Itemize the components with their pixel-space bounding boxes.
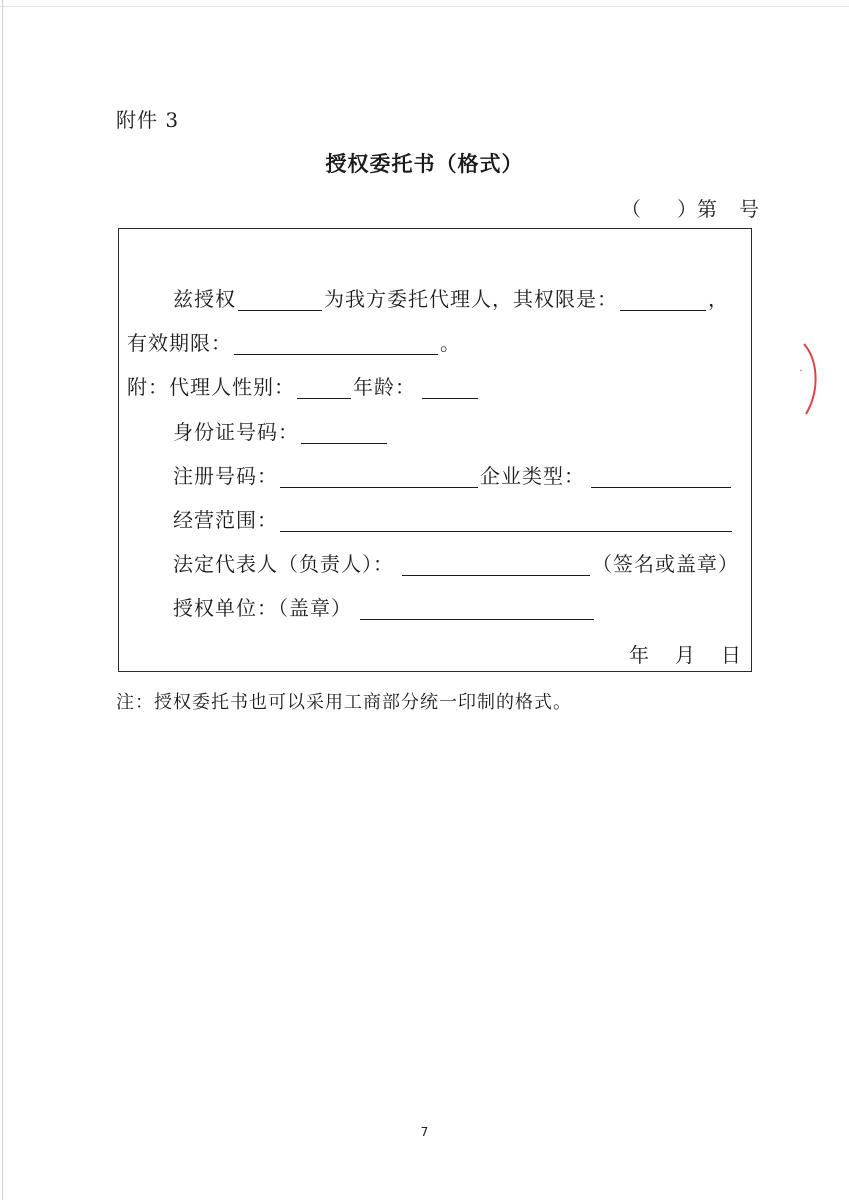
- authorize-prefix: 兹授权: [173, 287, 236, 311]
- legal-rep-label: 法定代表人（负责人）：: [173, 552, 394, 576]
- attached-prefix: 附：: [127, 375, 169, 399]
- validity-period-blank[interactable]: [234, 334, 438, 355]
- authorized-unit-line: [173, 596, 596, 620]
- page-edge: [2, 0, 3, 1200]
- authorized-unit-label: 授权单位：（盖章）: [173, 596, 352, 620]
- agent-gender-label: 代理人性别：: [169, 375, 295, 399]
- authorize-middle: 为我方委托代理人，其权限是：: [324, 287, 618, 311]
- page-edge-top: [0, 6, 849, 7]
- validity-line: [127, 331, 461, 355]
- business-scope-label: 经营范围：: [173, 508, 278, 532]
- company-type-label: 企业类型：: [480, 464, 585, 488]
- footnote: 注：授权委托书也可以采用工商部分统一印制的格式。: [116, 692, 572, 713]
- seal-edge-mark: [796, 340, 826, 420]
- attachment-label: 附件 3: [116, 108, 180, 132]
- date-month: 月: [675, 643, 695, 667]
- registration-line: [173, 464, 733, 488]
- date-day: 日: [721, 643, 741, 667]
- id-number-line: [173, 420, 389, 444]
- docnum-close-paren: ）: [677, 197, 697, 221]
- authorization-form-box: [118, 228, 752, 672]
- authorize-suffix: ，: [708, 287, 729, 311]
- legal-rep-blank[interactable]: [402, 555, 590, 576]
- docnum-open-paren: （: [621, 197, 641, 221]
- authorized-unit-blank[interactable]: [360, 599, 594, 620]
- legal-rep-line: [173, 552, 739, 576]
- id-number-label: 身份证号码：: [173, 420, 299, 444]
- sign-or-seal-note: （签名或盖章）: [592, 552, 739, 576]
- document-title: 授权委托书（格式）: [325, 151, 524, 176]
- company-type-blank[interactable]: [591, 467, 731, 488]
- date-year: 年: [629, 643, 649, 667]
- business-scope-line: [173, 508, 734, 532]
- id-number-blank[interactable]: [301, 423, 387, 444]
- docnum-di: 第: [697, 197, 717, 221]
- authorization-line: [173, 287, 729, 311]
- registration-label: 注册号码：: [173, 464, 278, 488]
- authority-scope-blank[interactable]: [620, 290, 706, 311]
- agent-name-blank[interactable]: [238, 290, 322, 311]
- page-number: 7: [420, 1125, 429, 1139]
- age-label: 年龄：: [353, 375, 416, 399]
- validity-suffix: 。: [440, 331, 461, 355]
- document-number: [621, 193, 759, 222]
- gender-blank[interactable]: [297, 378, 351, 399]
- registration-blank[interactable]: [280, 467, 478, 488]
- docnum-hao: 号: [739, 197, 759, 221]
- age-blank[interactable]: [422, 378, 478, 399]
- agent-gender-line: [127, 375, 480, 399]
- business-scope-blank[interactable]: [280, 511, 732, 532]
- date-row: [603, 639, 741, 668]
- validity-label: 有效期限：: [127, 331, 232, 355]
